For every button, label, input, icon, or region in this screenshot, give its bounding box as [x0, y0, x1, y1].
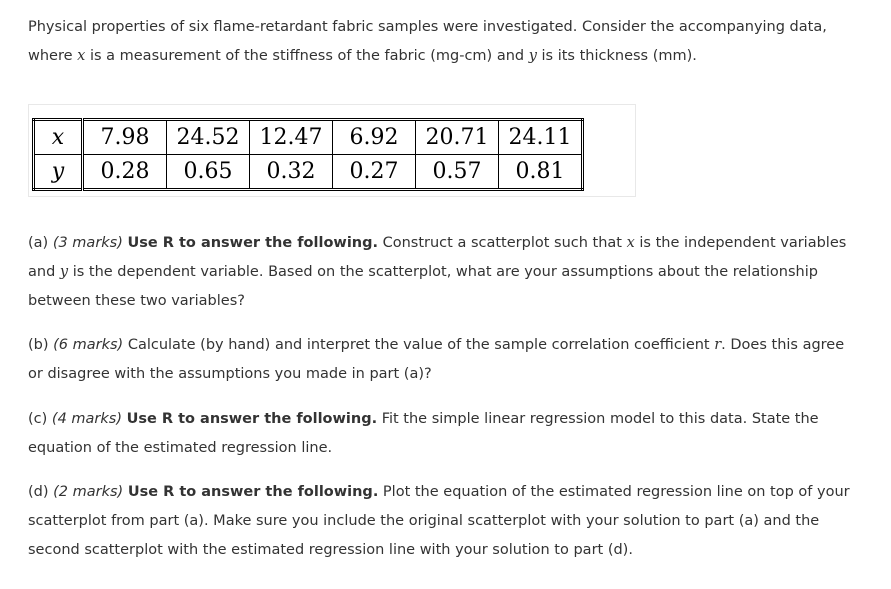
r-symbol: r [714, 337, 722, 353]
table-cell: 6.92 [333, 120, 416, 155]
part-c-instruction: Use R to answer the following. [126, 411, 378, 427]
table-row-x [34, 120, 583, 155]
intro-text-1: Physical properties of six flame-retardant fabric samples were investigated. Consider the accompanying data, where [28, 19, 827, 64]
part-b-text-1: Calculate (by hand) and interpret the value of the sample correlation coefficient [123, 337, 715, 353]
table-cell: 0.32 [250, 155, 333, 190]
part-c-text-1: Fit the simple linear regression model to this data. State the equation of the estimated regression line. [28, 411, 819, 456]
intro-paragraph [28, 13, 863, 71]
intro-text-2: is a measurement of the stiffness of the fabric (mg-cm) and [85, 48, 529, 64]
table-row-y [34, 155, 583, 190]
part-d-text-1: Plot the equation of the estimated regression line on top of your scatterplot from part (a). Make sure you include the original scatterplot with your solution to part (a) and the second scatterplot with the estimated regression line with your solution to part (d). [28, 484, 850, 558]
part-c-paragraph [28, 405, 863, 463]
table-cell: 0.65 [167, 155, 250, 190]
part-a-marks: (3 marks) [52, 235, 123, 251]
part-a-paragraph [28, 229, 863, 316]
table-cell: 12.47 [250, 120, 333, 155]
part-b-tag: (b) [28, 337, 54, 353]
table-cell: 0.81 [499, 155, 583, 190]
part-d-tag: (d) [28, 484, 54, 500]
row-label-x: x [34, 120, 83, 155]
table-cell: 7.98 [83, 120, 167, 155]
table-cell: 20.71 [416, 120, 499, 155]
data-table-container [28, 104, 636, 197]
table-cell: 0.28 [83, 155, 167, 190]
part-c-tag: (c) [28, 411, 52, 427]
part-d-instruction: Use R to answer the following. [127, 484, 379, 500]
part-a-text-2: is the independent variables and [28, 235, 847, 280]
y-symbol: y [59, 264, 69, 280]
x-symbol: x [77, 48, 86, 64]
intro-text-3: is its thickness (mm). [536, 48, 697, 64]
part-a-text-3: is the dependent variable. Based on the scatterplot, what are your assumptions about the relationship between these two variables? [28, 264, 818, 309]
row-label-y: y [34, 155, 83, 190]
part-a-tag: (a) [28, 235, 53, 251]
data-table [32, 118, 584, 191]
part-a-text-1: Construct a scatterplot such that [378, 235, 627, 251]
table-cell: 24.52 [167, 120, 250, 155]
part-c-marks: (4 marks) [51, 411, 122, 427]
part-a-instruction: Use R to answer the following. [127, 235, 378, 251]
part-d-marks: (2 marks) [53, 484, 124, 500]
y-symbol: y [528, 48, 537, 64]
table-cell: 24.11 [499, 120, 583, 155]
part-b-text-2: . Does this agree or disagree with the assumptions you made in part (a)? [28, 337, 845, 382]
part-b-marks: (6 marks) [53, 337, 124, 353]
table-cell: 0.57 [416, 155, 499, 190]
table-cell: 0.27 [333, 155, 416, 190]
part-b-paragraph [28, 331, 863, 389]
x-symbol: x [626, 235, 635, 251]
part-d-paragraph [28, 478, 863, 565]
